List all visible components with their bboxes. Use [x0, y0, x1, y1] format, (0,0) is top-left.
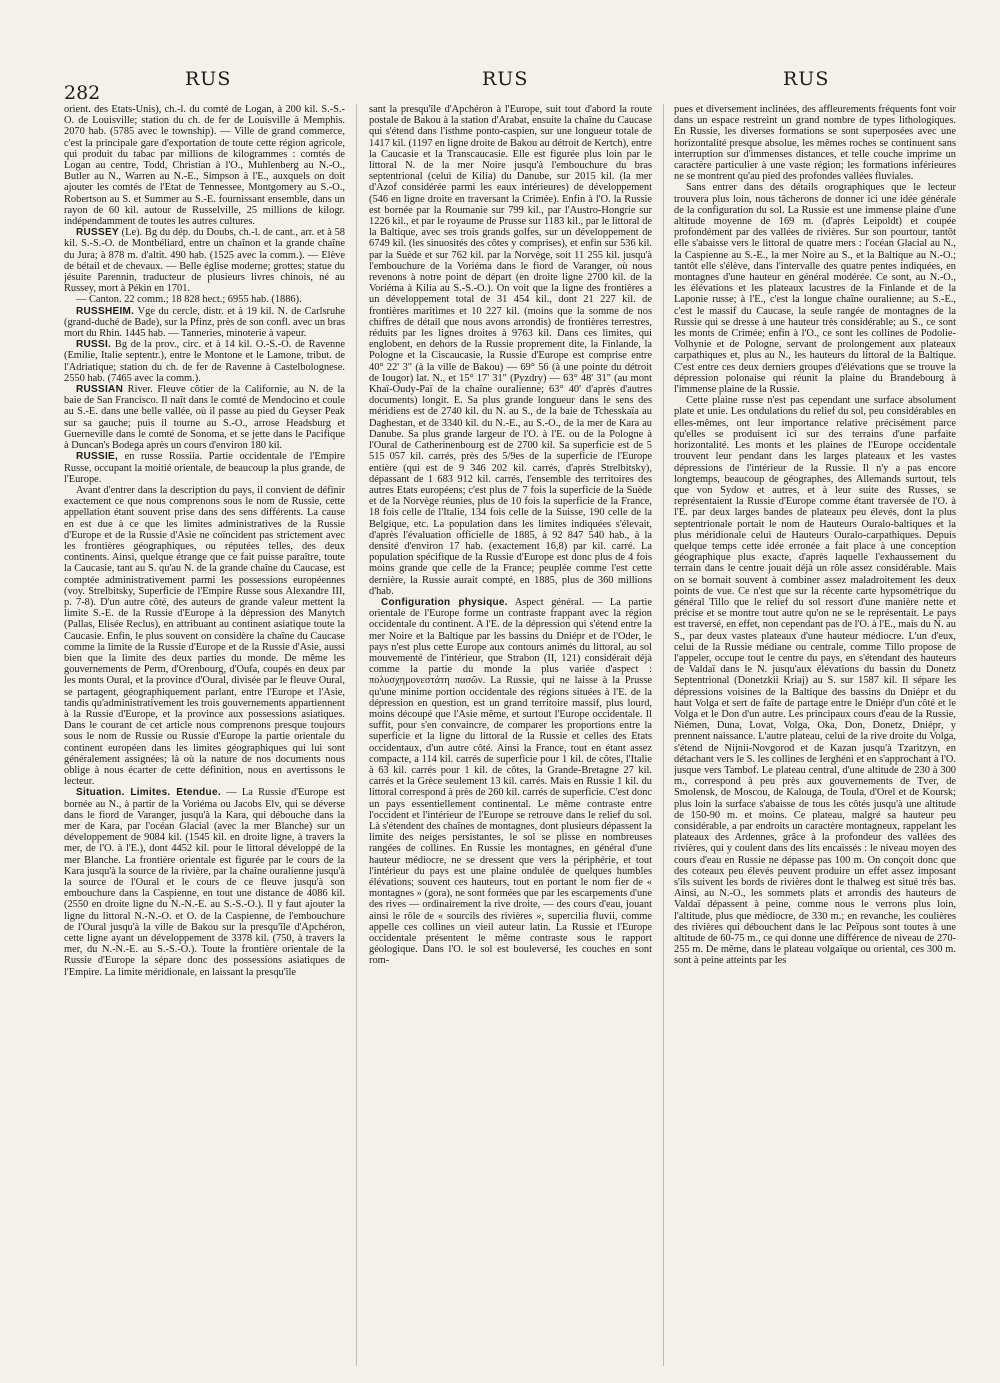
- paragraph: [369, 597, 652, 967]
- paragraph-text: Avant d'entrer dans la description du pays, il convient de définir exactement ce que nous comprenons sous le nom de Russie, cette appellation étant souvent prise dans des sens différents. La cause en est due à ce que les limites administratives de la Russie d'Europe et de la Russie d'Asie ne coïncident pas strictement avec les frontières géographiques, ou réputées telles, des deux continents. Ainsi, quelque étrange que ce fait puisse paraître, toute la Caucasie, tant au S. qu'au N. de la grande chaîne du Caucase, est comptée administrativement parmi les possessions européennes (voy. Strelbitsky, Superficie de l'Empire Russe sous Alexandre III, p. 7-8). D'un autre côté, des auteurs de grande valeur mettent la limite S.-E. de la Russie d'Europe à la dépression des Manytch (Pallas, Elisée Reclus), en attribuant au continent asiatique toute la Caucasie. Enfin, le plus souvent on considère la chaîne du Caucase comme la limite de la Russie d'Europe et de la Russie d'Asie, aussi bien que la limite des deux parties du monde. De même les gouvernements de Perm, d'Orenbourg, d'Oufa, coupés en deux par les monts Oural, et la province d'Oural, divisée par le fleuve Oural, se partagent, géographiquement parlant, entre l'Europe et l'Asie, tandis qu'administrativement les trois gouvernements appartiennent à la Russie d'Europe, et la province aux possessions asiatiques. Dans le courant de cet article nous comprenons presque toujours sous le nom de Russie ou Russie d'Europe la partie orientale du continent européen dans les limites géographiques qui lui sont généralement assignées; là où la nature de nos documents nous oblige à nous écarter de cette définition, nous en avertissons le lecteur.: [64, 484, 345, 788]
- paragraph: [64, 104, 345, 227]
- paragraph: [64, 227, 345, 294]
- column-divider: [663, 104, 664, 1366]
- entry-headword: RUSSEY: [76, 227, 119, 239]
- paragraph-text: en russe Rossiia. Partie occidentale de l'Empire Russe, occupant la moitié orientale, de beaucoup la plus grande, de l'Europe.: [64, 451, 345, 485]
- paragraph: [674, 395, 956, 966]
- paragraph: [674, 182, 956, 395]
- text-column-3: [674, 104, 956, 1366]
- paragraph-text: pues et diversement inclinées, des affleurements fréquents font voir dans un espace restreint un grand nombre de types lithologiques. En Russie, les diverses formations se sont superposées avec une horizontalité presque absolue, les mêmes roches se continuent sans interruption sur d'immenses distances, et telle couche imprime un caractère particulier à une vaste région; les formations inférieures ne se montrent qu'au pied des profondes vallées fluviales.: [674, 104, 956, 183]
- paragraph: [64, 451, 345, 485]
- paragraph: [64, 787, 345, 977]
- paragraph: [64, 485, 345, 787]
- running-head-right: RUS: [783, 68, 830, 90]
- text-column-2: [369, 104, 652, 1366]
- paragraph-text: orient. des Etats-Unis), ch.-l. du comté de Logan, à 200 kil. S.-S.-O. de Louisville; station du ch. de fer de Louisville à Memphis. 2070 hab. (5785 avec le township). — Ville de grand commerce, c'est la principale gare d'exportation de toute cette région agricole, qui produit du tabac par millions de kilogrammes : comtés de Logan au centre, Todd, Christian à l'O., Muhlenberg au N.-O., Butler au N., Warren au N.-E., Simpson à l'E., auxquels on doit ajouter les comtés de l'Etat de Tennessee, Montgomery au S.-O., Robertson au S. et Summer au S.-E. fournissant ensemble, dans un rayon de 60 kil. autour de Russelville, 25 millions de kilogr. indépendamment de toutes les autres cultures.: [64, 104, 345, 228]
- entry-headword: RUSSHEIM.: [76, 305, 135, 317]
- paragraph: [64, 384, 345, 451]
- paragraph-text: Sans entrer dans des détails orographiques que le lecteur trouvera plus loin, nous tâcherons de donner ici une idée générale de la configuration du sol. La Russie est une immense plaine d'une altitude moyenne de 169 m. (d'après Leipoldt) et coupée profondément par des vallées de rivières. Sur son pourtour, tantôt elle s'abaisse vers le littoral de quatre mers : l'océan Glacial au N., la Caspienne au S.-E., la mer Noire au S., et la Baltique au N.-O.; tantôt elle s'élève, dans l'intervalle des quatre pentes indiquées, en montagnes d'une hauteur en général modérée. Ce sont, au N.-O., les élévations et les plateaux lacustres de la Finlande et de la Laponie russe; à l'E., c'est la longue chaîne ouralienne; au S.-E., c'est le massif du Caucase, la seule rangée de montagnes de la Russie qui se dresse à une hauteur très considérable; au S., ce sont les monts de Crimée; enfin à l'O., ce sont les collines de Podolie-Volhynie et de Pologne, servant de prolongement aux plateaux carpathiques et, plus au N., les hauteurs du littoral de la Baltique. C'est entre ces deux derniers groupes d'élévations que se trouve la dépression polonaise qui réunit la plaine du Brandebourg à l'immense plaine de la Russie.: [674, 182, 956, 396]
- page-header: [0, 60, 1000, 104]
- paragraph-text: — La Russie d'Europe est bornée au N., à partir de la Voriéma ou Jacobs Elv, qui se déverse dans le fiord de Varanger, jusqu'à la Kara, qui débouche dans la mer de Kara, par l'océan Glacial (avec la mer Blanche) sur un développement de 9084 kil. (1545 kil. en droite ligne, à travers la mer, de l'O. à l'E.), dont 4452 kil. pour le littoral développé de la mer Blanche. La frontière orientale est figurée par le cours de la Kara jusqu'à la source de la rivière, par la chaîne ouralienne jusqu'à la source de l'Oural et le cours de ce fleuve jusqu'à son embouchure dans la Caspienne, en tout une distance de 4086 kil. (2550 en droite ligne du N.-N.-E. au S.-S.-O.). Il y faut ajouter la ligne du littoral N.-N.-O. et O. de la Caspienne, de l'embouchure de l'Oural jusqu'à la ville de Bakou sur la presqu'île d'Apchéron, cette ligne ayant un développement de 3378 kil. (750, à travers la mer, du N.-N.-E. au S.-S.-O.). Toute la frontière orientale de la Russie d'Europe la sépare donc des possessions asiatiques de l'Empire. La limite méridionale, en laissant la presqu'île: [64, 787, 345, 978]
- paragraph-text: Vge du cercle, distr. et à 19 kil. N. de Carlsruhe (grand-duché de Bade), sur la Pfinz, près de son confl. avec un bras mort du Rhin. 1445 hab. — Tanneries, minoterie à vapeur.: [64, 305, 345, 340]
- running-head-left: RUS: [185, 68, 232, 90]
- paragraph: [674, 104, 956, 182]
- paragraph: [64, 306, 345, 340]
- paragraph-text: sant la presqu'île d'Apchéron à l'Europe, suit tout d'abord la route postale de Bakou à la station d'Arabat, ensuite la chaîne du Caucase qui s'étend dans l'isthme ponto-caspien, sur une longueur totale de 1417 kil. (1197 en ligne droite de Bakou au détroit de Kertch), entre la Caucasie et la Transcaucasie. Elle est figurée plus loin par le littoral N. de la mer Noire jusqu'à l'embouchure du bras septentrional (celui de Kilia) du Danube, sur 2015 kil. (la mer d'Azof considérée parmi les eaux intérieures) de développement (546 en ligne droite en traversant la Crimée). Enfin à l'O. la Russie est bornée par la Roumanie sur 799 kil., par l'Austro-Hongrie sur 1226 kil., et par le royaume de Prusse sur 1183 kil., par le littoral de la Baltique, avec ses trois grands golfes, sur un développement de 6749 kil. (les sinuosités des côtes y comprises), et enfin sur 536 kil. par la Suède et sur 762 kil. par la Norvège, soit 11 255 kil. jusqu'à l'embouchure de la Voriéma dans le fiord de Varanger, où nous revenons à notre point de départ (en droite ligne 2700 kil. de la Voriéma à Kilia au S.-S.-O.). On voit que la ligne des frontières a un développement total de 31 454 kil., dont 21 227 kil. de frontières maritimes et 10 227 kil. (moins que la somme de nos chiffres de détail que nous avons arrondis) de frontières terrestres, réduits par les lignes droites à 9763 kil. Dans ces limites, qui englobent, en dehors de la Russie proprement dite, la Finlande, la Pologne et la Ciscaucasie, la Russie d'Europe est comprise entre 40° 22' 3" (à la ville de Bakou) — 69° 56 (à une pointe du détroit de Iougor) lat. N., et 15° 17' 31" (Pyzdry) — 63° 48' 31" (au mont Khaï-Oudy-Paï de la chaîne ouralienne; 63° 40' d'après d'autres documents) longit. E. Sa plus grande longueur dans le sens des méridiens est de 2740 kil. du N. au S., de la baie de Tchesskaïa au Daghestan, et de 3340 kil. du N.-E., au S.-O., de la mer de Kara au Danube. Sa plus grande largeur de l'O. à l'E. ou de la Pologne à l'Oural de Catherinenbourg est de 2700 kil. Sa superficie est de 5 515 057 kil. carrés, près des 5/9es de la superficie de l'Europe entière (qui est de 9 346 202 kil. carrés, d'après Strelbitsky), dépassant de 1 683 912 kil. carrés, l'ensemble des territoires des autres Etats européens; c'est plus de 7 fois la superficie de la Suède et de la Norvège réunies, plus de 10 fois la superficie de la France, 18 fois celle de l'Italie, 134 fois celle de la Suisse, 190 celle de la Belgique, etc. La population dans les limites indiquées s'élevait, d'après l'évaluation officielle de 1885, à 92 847 540 hab., à la densité d'environ 17 hab. (exactement 16,8) par kil. carré. La population spécifique de la Russie d'Europe est donc plus de 4 fois moins grande que celle de la France; peuplée comme l'est cette dernière, la Russie aurait compté, en 1885, plus de 360 millions d'hab.: [369, 104, 652, 597]
- column-divider: [356, 104, 357, 1366]
- paragraph-text: River. Fleuve côtier de la Californie, au N. de la baie de San Francisco. Il naît dans le comté de Mendocino et coule au S.-E. dans une belle vallée, où il passe au pied du Geyser Peak sur sa gauche; puis il tourne au S.-O., arrose Headsburg et Guerneville dans le comté de Sonoma, et se jette dans le Pacifique à Duncan's Bodega après un cours d'environ 180 kil.: [64, 384, 345, 452]
- entry-headword: RUSSIE,: [76, 451, 119, 463]
- paragraph-text: (Le). Bg du dép. du Doubs, ch.-l. de cant., arr. et à 58 kil. S.-S.-O. de Montbéliard, entre un chaînon et la grande chaîne du Jura; à 878 m. d'altit. 490 hab. (1525 avec la comm.). — Elève de bétail et de chevaux. — Belle église moderne; grottes; statue du jésuite Parennin, traducteur de plusieurs livres chinois, né au Russey, mort à Pékin en 1701.: [64, 227, 345, 295]
- paragraph-text: Aspect général. — La partie orientale de l'Europe forme un contraste frappant avec la région occidentale du continent. A l'E. de la dépression qui s'étend entre la mer Noire et la Baltique par les bassins du Dniépr et de l'Oder, le pays n'est plus cette Europe aux contours animés du littoral, au sol mouvementé de l'intérieur, que Strabon (II, 121) considérait déjà comme la partie du monde la plus variée d'aspect : πολυσχημονεστάτη πασῶν. La Russie, qui ne laisse à la Prusse qu'une minime portion occidentale des régions situées à l'E. de la dépression en question, est un grand territoire massif, plus lourd, moins découpé que l'Asie même, et surtout l'Europe occidentale. Il suffit, pour s'en convaincre, de comparer les proportions entre la superficie et la ligne du littoral de la Russie et celles des Etats occidentaux, d'un autre côté. Ainsi la France, tout en étant assez compacte, a 114 kil. carrés de superficie pour 1 kil. de côtes, l'Italie à 63 kil. carrés pour 1 kil. de côtes, la Grande-Bretagne 27 kil. carrés et la Grèce seulement 13 kil. carrés. Mais en Russie 1 kil. du littoral correspond à près de 260 kil. carrés de superficie. C'est donc un pays essentiellement continental. Le même contraste entre l'occident et l'intérieur de l'Europe se retrouve dans le relief du sol. Là s'étendent des chaînes de montagnes, dont plusieurs dépassent la limite des neiges persistantes, le sol se plisse en nombreuses rangées de collines. En Russie les montagnes, en général d'une hauteur médiocre, ne se dressent que vers la périphérie, et tout l'intérieur du pays est une plaine ondulée de quelques humbles élévations; souvent ces hauteurs, tout en portant le nom fier de « montagnes » (gora), ne sont formées que par les escarpements d'une des rives — ordinairement la rive droite, — des cours d'eau, jouant ainsi le rôle de « sourcils des rivières », supercilia fluvii, comme appelle ces collines un vieil auteur latin. La Russie et l'Europe occidentale présentent le même contraste sous le rapport géologique. Dans l'O. le sol est bouleversé, les couches en sont rom-: [369, 596, 652, 967]
- paragraph: [64, 294, 345, 305]
- entry-headword: RUSSIAN: [76, 384, 124, 396]
- paragraph-text: Bg de la prov., circ. et à 14 kil. O.-S.-O. de Ravenne (Emilie, Italie septentr.), entre le Montone et le Lamone, tribut. de l'Adriatique; station du ch. de fer de Ravenne à Castelbolognese. 2550 hab. (7465 avec la comm.).: [64, 339, 345, 384]
- text-column-1: [64, 104, 345, 1366]
- entry-headword: Configuration physique.: [381, 596, 508, 608]
- paragraph-text: Cette plaine russe n'est pas cependant une surface absolument plate et unie. Les ondulations du relief du sol, peu considérables en elles-mêmes, ont leur importance relative précisément parce qu'elles se produisent ici sur des terrains d'une parfaite horizontalité. Les monts et les plaines de l'Europe occidentale trouvent leur pendant dans les larges plateaux et les vastes dépressions de l'intérieur de la Russie. Il n'y a pas encore longtemps, beaucoup de géographes, des Allemands surtout, tels que von Sydow et autres, et à leur suite des Russes, se représentaient la Russie d'Europe comme étant traversée de l'O. à l'E. par deux larges bandes de plateaux peu élevés, dont la plus septentrionale portait le nom de Hauteurs Ouralo-baltiques et la plus méridionale celui de Hauteurs Ouralo-carpathiques. Depuis quelque temps cette idée erronée a fait place à une conception géographique plus exacte, d'après laquelle l'exhaussement du terrain dans le centre jouait déjà un rôle assez considérable. Mais on se bornait souvent à combiner assez maladroitement les deux points de vue. Ce n'est que sur la récente carte hypsométrique du général Tillo que le relief du sol ressort d'une manière nette et précise et se montre tout autre qu'on ne se le représentait. Le pays est traversé, en effet, non cependant pas de l'O. à l'E., mais du N. au S., par deux vastes plateaux d'une hauteur médiocre. L'un d'eux, celui de la Russie médiane ou centrale, comme Tillo propose de l'appeler, occupe tout le centre du pays, en s'étendant des hauteurs de Valdaï dans le N. jusqu'aux élévations du bassin du Donetz Septentrional (Donetzkii Kriaj) au S. sur 1587 kil. Il sépare les dépressions voisines de la Baltique des bassins du Dniépr et du haut Volga et sert de faîte de partage entre le Dniépr d'un côté et le Volga et le Don d'un autre. Les principaux cours d'eau de la Russie, Niémen, Duna, Lovat, Volga, Oka, Don, Donetz, Dniépr, y prennent naissance. L'autre plateau, celui de la rive droite du Volga, s'étend de Nijnii-Novgorod et de Kazan jusqu'à Tzaritzyn, en détachant vers le S. les collines de Ierghéni et en s'approchant à l'O. jusque vers Tambof. Le plateau central, d'une altitude de 230 à 300 m., correspond à peu près aux gouvernements de Tver, de Smolensk, de Moscou, de Kalouga, de Toula, d'Orel et de Koursk; plus loin la surface s'abaisse de tous les côtés jusqu'à une altitude de 150-90 m. et moins. Ce plateau, malgré sa hauteur peu considérable, a par endroits un caractère montagneux, rappelant les plateaux des Ardennes, grâce à la profondeur des vallées des rivières, qui y coulent dans des lits encaissés : le niveau moyen des cours d'eau en Russie ne dépasse pas 100 m. On conçoit donc que des coteaux peu élevés peuvent produire un effet assez imposant s'ils suivent les bords de rivières dont le thalweg est situé très bas. Ainsi, au N.-O., les sommets plats et arrondis des hauteurs de Valdaï dépassent à peine, comme nous le verrons plus loin, l'altitude, plus que médiocre, de 330 m.; en revanche, les coulières des rivières qui débouchent dans le lac Peïpous sont toutes à une altitude de 60-75 m., ce qui donne une différence de niveau de 270-255 m. De même, dans le plateau volgaïque ou oriental, ces 300 m. sont à peine atteints par les: [674, 395, 956, 967]
- paragraph: [369, 104, 652, 597]
- entry-headword: Situation. Limites. Etendue.: [76, 787, 221, 799]
- page-number: 282: [64, 82, 101, 104]
- entry-headword: RUSSI.: [76, 339, 112, 351]
- paragraph: [64, 339, 345, 384]
- running-head-center: RUS: [482, 68, 529, 90]
- paragraph-text: — Canton. 22 comm.; 18 828 hect.; 6955 hab. (1886).: [76, 294, 302, 306]
